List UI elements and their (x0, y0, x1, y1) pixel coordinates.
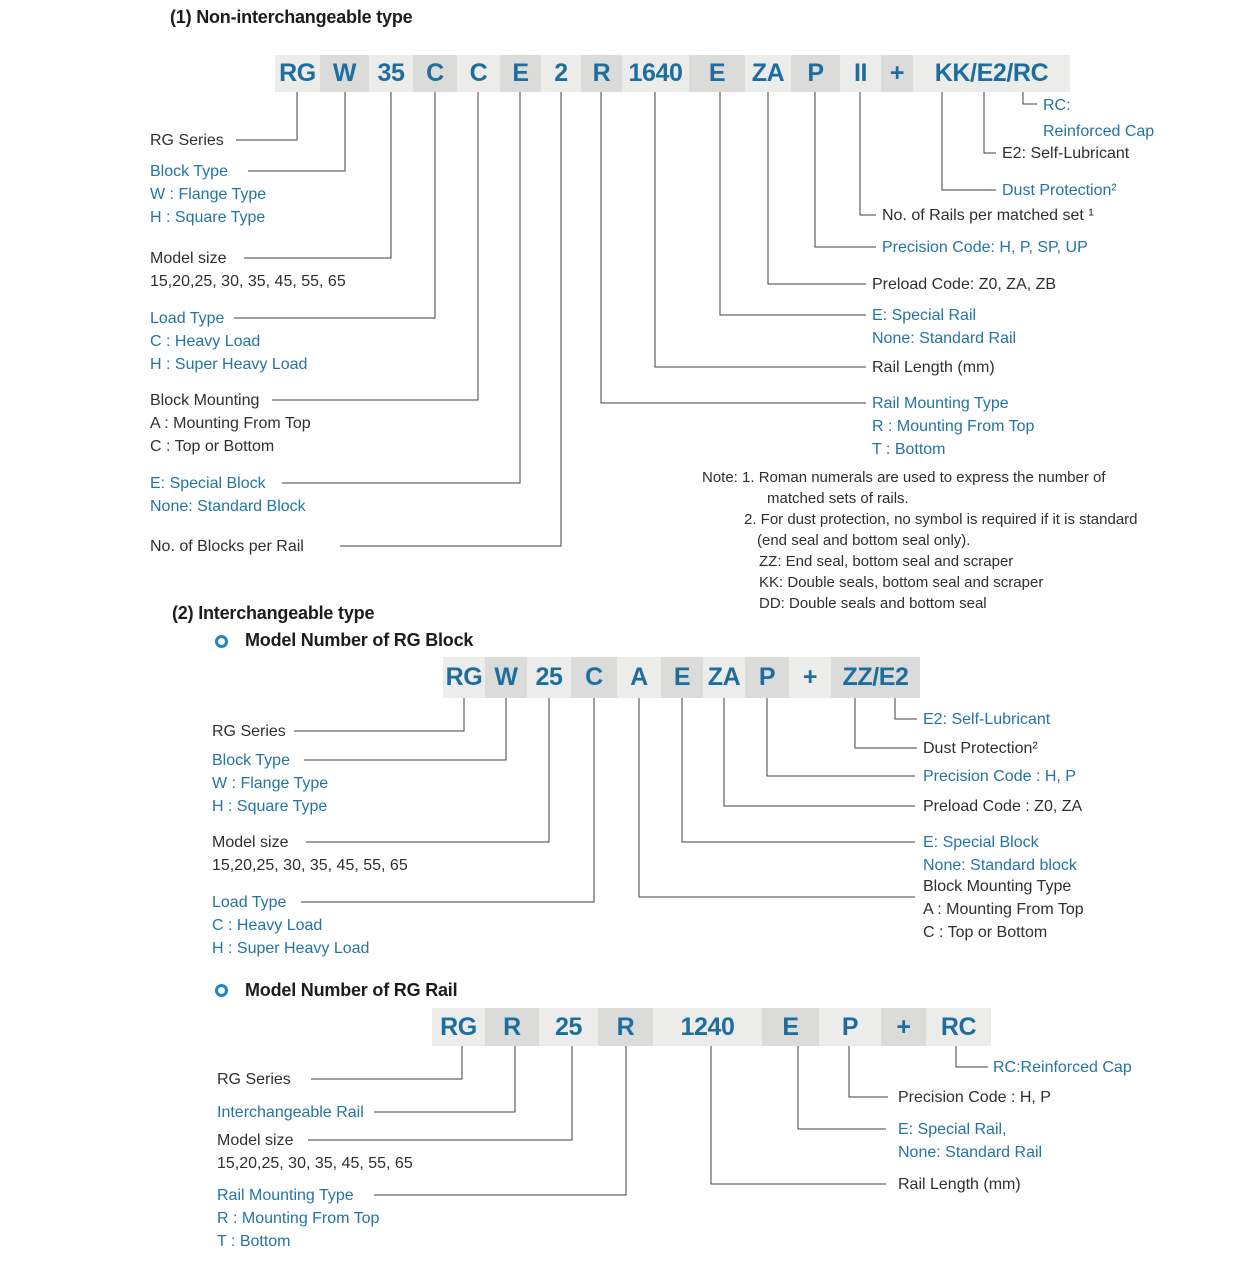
s2-label-special-block (923, 831, 1077, 877)
s2-label-rg-series: RG Series (212, 723, 286, 740)
s3-label-rc: RC:Reinforced Cap (993, 1059, 1132, 1076)
s1-label-block-mounting (150, 389, 311, 458)
code-segment-model-size: 25 (527, 657, 571, 698)
code-segment-load-type: C (413, 55, 457, 92)
code-segment-rail-length: 1240 (653, 1008, 762, 1046)
s1-label-model-size (150, 247, 346, 293)
code-segment-block-mounting: C (457, 55, 500, 92)
note-line-4: (end seal and bottom seal only). (757, 532, 971, 549)
label-line: Load Type (150, 310, 225, 327)
label-line: W : Flange Type (212, 775, 329, 792)
s1-label-special-block (150, 472, 306, 518)
s2-label-e2: E2: Self-Lubricant (923, 711, 1051, 728)
code-segment-rail-mounting: R (581, 55, 622, 92)
s3-label-rail-mounting (217, 1184, 379, 1253)
label-line: T : Bottom (217, 1233, 291, 1250)
label-line: R : Mounting From Top (872, 418, 1035, 435)
label-line: None: Standard Rail (872, 330, 1017, 347)
label-line: H : Square Type (212, 798, 328, 815)
s1-label-rail-mounting (872, 392, 1034, 461)
s2-label-precision: Precision Code : H, P (923, 768, 1076, 785)
bullet-icon (215, 635, 228, 648)
s1-label-precision: Precision Code: H, P, SP, UP (882, 239, 1088, 256)
label-line: Load Type (212, 894, 287, 911)
s1-label-dust-protection: Dust Protection² (1002, 182, 1117, 199)
s1-label-block-type (150, 160, 266, 229)
s2-label-model-size (212, 831, 408, 877)
label-line: Model size (150, 250, 227, 267)
label-line: Rail Mounting Type (217, 1187, 354, 1204)
label-line: E: Special Rail, (898, 1121, 1007, 1138)
label-line: Model size (217, 1132, 294, 1149)
code-segment-series: RG (432, 1008, 485, 1046)
code-segment-options: ZZ/E2 (831, 657, 920, 698)
label-line: T : Bottom (872, 441, 946, 458)
section2-title: (2) Interchangeable type (172, 603, 375, 623)
section1-model-code-bar (275, 55, 1070, 92)
label-line: 15,20,25, 30, 35, 45, 55, 65 (217, 1155, 413, 1172)
code-segment-plus: + (881, 1008, 926, 1046)
code-segment-rail-mounting: R (598, 1008, 653, 1046)
label-line: RC: (1043, 97, 1071, 114)
s1-label-e2: E2: Self-Lubricant (1002, 145, 1130, 162)
label-line: C : Heavy Load (150, 333, 261, 350)
code-segment-block-mounting: A (617, 657, 661, 698)
note-line-5: ZZ: End seal, bottom seal and scraper (759, 553, 1014, 570)
s3-label-special-rail (898, 1118, 1042, 1164)
label-line: R : Mounting From Top (217, 1210, 380, 1227)
s1-label-rails-per-set: No. of Rails per matched set ¹ (882, 207, 1094, 224)
label-line: E: Special Block (150, 475, 266, 492)
note-line-7: DD: Double seals and bottom seal (759, 595, 987, 612)
label-line: E: Special Rail (872, 307, 977, 324)
label-line: H : Super Heavy Load (212, 940, 370, 957)
s2-label-dust-protection: Dust Protection² (923, 740, 1038, 757)
bullet-icon (215, 984, 228, 997)
code-segment-options: KK/E2/RC (913, 55, 1070, 92)
code-segment-special-block: E (500, 55, 541, 92)
code-segment-precision: P (745, 657, 789, 698)
code-segment-rail-length: 1640 (622, 55, 689, 92)
s2-label-block-mounting (923, 875, 1084, 944)
s1-label-rc (1043, 93, 1154, 145)
s1-label-special-rail (872, 304, 1016, 350)
label-line: H : Square Type (150, 209, 266, 226)
note-line-3: 2. For dust protection, no symbol is required if it is standard (744, 511, 1138, 528)
code-segment-series: RG (275, 55, 320, 92)
s3-label-rg-series: RG Series (217, 1071, 291, 1088)
section2-model-code-bar (443, 657, 920, 698)
section3-model-code-bar (432, 1008, 991, 1046)
label-line: C : Top or Bottom (923, 924, 1048, 941)
label-line: C : Heavy Load (212, 917, 323, 934)
label-line: H : Super Heavy Load (150, 356, 308, 373)
code-segment-blocks-per-rail: 2 (541, 55, 581, 92)
label-line: Model size (212, 834, 289, 851)
code-segment-special-rail: E (762, 1008, 819, 1046)
section2-subtitle: Model Number of RG Block (245, 630, 474, 650)
label-line: Reinforced Cap (1043, 123, 1155, 140)
code-segment-preload: ZA (745, 55, 791, 92)
s3-label-interchangeable-rail: Interchangeable Rail (217, 1104, 364, 1121)
code-segment-plus: + (881, 55, 913, 92)
s3-label-model-size (217, 1129, 413, 1175)
s1-label-rail-length: Rail Length (mm) (872, 359, 995, 376)
code-segment-model-size: 35 (369, 55, 413, 92)
code-segment-load-type: C (571, 657, 617, 698)
label-line: None: Standard Block (150, 498, 306, 515)
s1-label-load-type (150, 307, 307, 376)
label-line: Block Mounting Type (923, 878, 1072, 895)
label-line: Block Type (212, 752, 290, 769)
label-line: 15,20,25, 30, 35, 45, 55, 65 (150, 273, 346, 290)
s3-label-precision: Precision Code : H, P (898, 1089, 1051, 1106)
note-line-6: KK: Double seals, bottom seal and scraper (759, 574, 1044, 591)
code-segment-model-size: 25 (539, 1008, 598, 1046)
s3-label-rail-length: Rail Length (mm) (898, 1176, 1021, 1193)
label-line: None: Standard block (923, 857, 1077, 874)
s1-label-rg-series: RG Series (150, 132, 224, 149)
label-line: A : Mounting From Top (923, 901, 1084, 918)
code-segment-rc: RC (926, 1008, 991, 1046)
label-line: C : Top or Bottom (150, 438, 275, 455)
code-segment-plus: + (789, 657, 831, 698)
code-segment-precision: P (791, 55, 840, 92)
label-line: E: Special Block (923, 834, 1039, 851)
label-line: A : Mounting From Top (150, 415, 311, 432)
s1-label-blocks-per-rail: No. of Blocks per Rail (150, 538, 304, 555)
s2-label-load-type (212, 891, 369, 960)
code-segment-block-type: W (485, 657, 527, 698)
note-line-1: Note: 1. Roman numerals are used to express the number of (702, 469, 1106, 486)
s2-label-preload: Preload Code : Z0, ZA (923, 798, 1083, 815)
s2-label-block-type (212, 749, 328, 818)
s1-label-preload: Preload Code: Z0, ZA, ZB (872, 276, 1057, 293)
code-segment-interchangeable-rail: R (485, 1008, 539, 1046)
label-line: Block Mounting (150, 392, 260, 409)
section1-title: (1) Non-interchangeable type (170, 7, 413, 27)
section3-subtitle: Model Number of RG Rail (245, 980, 458, 1000)
code-segment-preload: ZA (703, 657, 745, 698)
note-line-2: matched sets of rails. (767, 490, 909, 507)
code-segment-precision: P (819, 1008, 881, 1046)
label-line: Block Type (150, 163, 228, 180)
code-segment-special-block: E (661, 657, 703, 698)
label-line: W : Flange Type (150, 186, 267, 203)
label-line: 15,20,25, 30, 35, 45, 55, 65 (212, 857, 408, 874)
label-line: None: Standard Rail (898, 1144, 1043, 1161)
code-segment-rails-per-set: II (840, 55, 881, 92)
label-line: Rail Mounting Type (872, 395, 1009, 412)
code-segment-special-rail: E (689, 55, 745, 92)
code-segment-series: RG (443, 657, 485, 698)
code-segment-block-type: W (320, 55, 369, 92)
